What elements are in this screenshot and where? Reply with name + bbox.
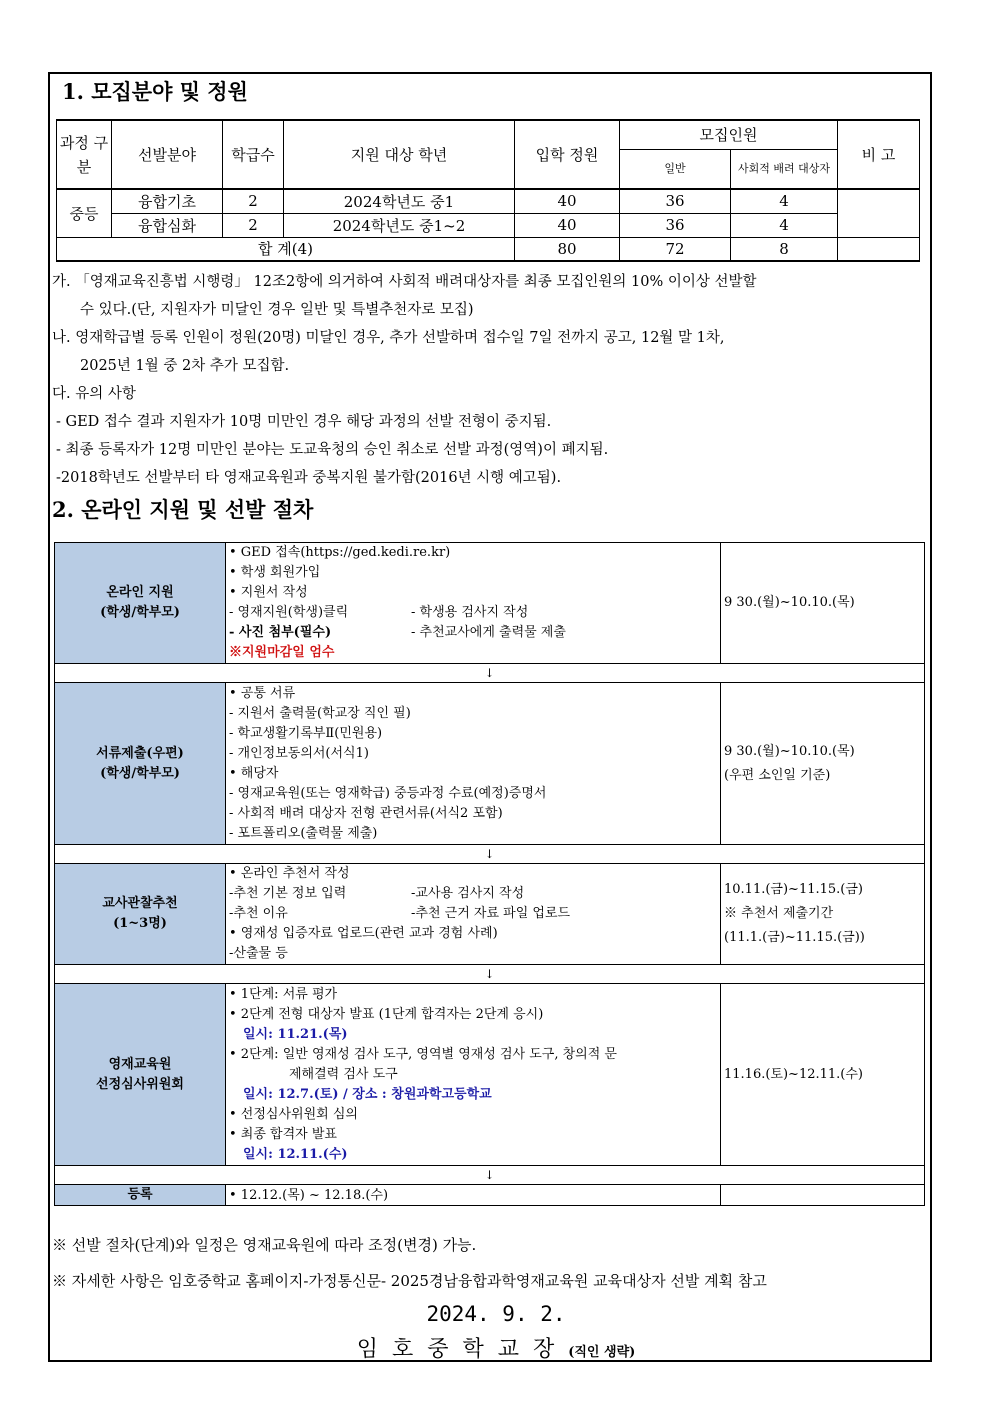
total-remark xyxy=(838,237,920,261)
header-recruit: 모집인원 xyxy=(620,120,838,149)
note-da-3: -2018학년도 선발부터 타 영재교육원과 중복지원 불가함(2016년 시행 예고됨). xyxy=(56,470,562,486)
teacher-line-2a: -추천 기본 정보 입력 xyxy=(229,886,347,901)
note-da-2: - 최종 등록자가 12명 미만인 분야는 도교육청의 승인 취소로 선발 과정(영역)이 폐지됨. xyxy=(56,442,609,458)
docs-date-2: (우편 소인일 기준) xyxy=(724,767,831,783)
teacher-line-5: -산출물 등 xyxy=(229,946,288,961)
docs-date-1: 9 30.(월)~10.10.(목) xyxy=(724,743,855,759)
header-quota: 입학 정원 xyxy=(515,120,620,189)
docs-line-2: - 지원서 출력물(학교장 직인 필) xyxy=(229,705,411,721)
row1-classes: 2 xyxy=(223,189,284,213)
step-teacher-label-1: 교사관찰추천 xyxy=(102,896,178,911)
step-teacher-date xyxy=(721,864,925,965)
step-docs-label-1: 서류제출(우편) xyxy=(96,745,184,761)
step-register-desc: • 12.12.(목) ~ 12.18.(수) xyxy=(226,1185,721,1206)
footer-note-1: ※ 선발 절차(단계)와 일정은 영재교육원에 따라 조정(변경) 가능. xyxy=(52,1236,477,1254)
teacher-line-1: • 온라인 추천서 작성 xyxy=(229,866,350,881)
committee-line-3: 일시: 11.21.(목) xyxy=(243,1026,348,1042)
total-label: 합 계(4) xyxy=(57,237,515,261)
online-line-5b: - 추천교사에게 출력물 제출 xyxy=(411,625,566,640)
step-online-desc xyxy=(226,543,721,664)
committee-line-4: • 2단계: 일반 영재성 검사 도구, 영역별 영재성 검사 도구, 창의적 문 xyxy=(229,1046,617,1062)
row2-classes: 2 xyxy=(223,213,284,237)
step-committee-label-1: 영재교육원 xyxy=(108,1056,172,1072)
row1-social: 4 xyxy=(731,189,838,213)
notes xyxy=(52,268,932,492)
header-target: 지원 대상 학년 xyxy=(284,120,515,189)
committee-line-7: • 선정심사위원회 심의 xyxy=(229,1106,358,1122)
note-na-2: 2025년 1월 중 2차 추가 모집함. xyxy=(80,358,290,374)
teacher-line-4: • 영재성 입증자료 업로드(관련 교과 경험 사례) xyxy=(229,926,498,941)
note-ga-1: 가. 「영재교육진흥법 시행령」 12조2항에 의거하여 사회적 배려대상자를 최종 모집인원의 10% 이이상 선발할 xyxy=(52,274,757,290)
header-general: 일반 xyxy=(620,149,731,189)
docs-line-6: - 영재교육원(또는 영재학급) 중등과정 수료(예정)증명서 xyxy=(229,785,547,801)
row1-general: 36 xyxy=(620,189,731,213)
committee-line-2: • 2단계 전형 대상자 발표 (1단계 합격자는 2단계 응시) xyxy=(229,1006,544,1022)
step-online-label-2: (학생/학부모) xyxy=(100,605,180,620)
total-general: 72 xyxy=(620,237,731,261)
remark-cell xyxy=(838,189,920,237)
teacher-line-2 xyxy=(229,884,717,904)
online-line-5a: - 사진 첨부(필수) xyxy=(229,625,332,640)
step-register-label: 등록 xyxy=(55,1185,226,1206)
online-line-1: • GED 접속(https://ged.kedi.re.kr) xyxy=(229,545,451,560)
step-teacher-label-2: (1~3명) xyxy=(113,916,167,931)
row1-field: 융합기초 xyxy=(112,189,223,213)
section1-title: 1. 모집분야 및 정원 xyxy=(62,79,248,104)
step-docs-label-2: (학생/학부모) xyxy=(100,765,180,781)
step-docs-label xyxy=(55,683,226,845)
teacher-date-3: (11.1.(금)~11.15.(금)) xyxy=(724,930,865,945)
step-committee-label-2: 선정심사위원회 xyxy=(96,1076,184,1092)
committee-line-9: 일시: 12.11.(수) xyxy=(243,1146,348,1162)
arrow-3: ↓ xyxy=(55,965,925,984)
header-remark: 비 고 xyxy=(838,120,920,189)
step-docs-desc xyxy=(226,683,721,845)
online-line-4a: - 영재지원(학생)클릭 xyxy=(229,605,349,620)
note-na-1: 나. 영재학급별 등록 인원이 정원(20명) 미달인 경우, 추가 선발하며 접수일 7일 전까지 공고, 12월 말 1차, xyxy=(52,330,725,346)
footer-note-2: ※ 자세한 사항은 임호중학교 홈페이지-가정통신문- 2025경남융합과학영재교육원 교육대상자 선발 계획 참고 xyxy=(52,1272,767,1290)
header-course: 과정 구분 xyxy=(57,120,112,189)
arrow-1: ↓ xyxy=(55,664,925,683)
seal-note: (직인 생략) xyxy=(568,1345,636,1360)
step-online-date: 9 30.(월)~10.10.(목) xyxy=(721,543,925,664)
row2-quota: 40 xyxy=(515,213,620,237)
online-line-3: • 지원서 작성 xyxy=(229,585,308,600)
school-principal: 임호중학교장 xyxy=(356,1337,569,1362)
step-register-date xyxy=(721,1185,925,1206)
header-social: 사회적 배려 대상자 xyxy=(731,149,838,189)
row2-field: 융합심화 xyxy=(112,213,223,237)
row1-quota: 40 xyxy=(515,189,620,213)
committee-line-8: • 최종 합격자 발표 xyxy=(229,1126,337,1142)
note-da: 다. 유의 사항 xyxy=(52,386,136,402)
issue-date: 2024. 9. 2. xyxy=(426,1302,566,1326)
section2-title: 2. 온라인 지원 및 선발 절차 xyxy=(52,497,314,522)
online-line-4b: - 학생용 검사지 작성 xyxy=(411,605,529,620)
online-line-2: • 학생 회원가입 xyxy=(229,565,321,580)
header-classes: 학급수 xyxy=(223,120,284,189)
docs-line-3: - 학교생활기록부Ⅱ(민원용) xyxy=(229,725,383,741)
docs-line-7: - 사회적 배려 대상자 전형 관련서류(서식2 포함) xyxy=(229,805,503,821)
step-online-label xyxy=(55,543,226,664)
step-teacher-desc xyxy=(226,864,721,965)
step-online-label-1: 온라인 지원 xyxy=(106,585,174,600)
note-da-1: - GED 접수 결과 지원자가 10명 미만인 경우 해당 과정의 선발 전형이 중지됨. xyxy=(56,414,552,430)
level-cell: 중등 xyxy=(57,189,112,237)
docs-line-8: - 포트폴리오(출력물 제출) xyxy=(229,825,378,841)
step-committee-desc xyxy=(226,984,721,1166)
docs-line-1: • 공통 서류 xyxy=(229,685,296,701)
teacher-line-3 xyxy=(229,904,717,924)
row2-general: 36 xyxy=(620,213,731,237)
committee-line-1: • 1단계: 서류 평가 xyxy=(229,986,338,1002)
row1-target: 2024학년도 중1 xyxy=(284,189,515,213)
online-line-6: ※지원마감일 엄수 xyxy=(229,645,335,660)
note-ga-2: 수 있다.(단, 지원자가 미달인 경우 일반 및 특별추천자로 모집) xyxy=(80,302,474,318)
teacher-date-1: 10.11.(금)~11.15.(금) xyxy=(724,882,863,897)
signature xyxy=(0,1332,992,1363)
row2-social: 4 xyxy=(731,213,838,237)
teacher-date-2: ※ 추천서 제출기간 xyxy=(724,906,834,921)
teacher-line-2b: -교사용 검사지 작성 xyxy=(411,886,525,901)
row2-target: 2024학년도 중1~2 xyxy=(284,213,515,237)
total-social: 8 xyxy=(731,237,838,261)
committee-line-6: 일시: 12.7.(토) / 장소 : 창원과학고등학교 xyxy=(243,1086,492,1102)
committee-line-5: 제해결력 검사 도구 xyxy=(289,1066,398,1082)
quota-table xyxy=(56,119,920,262)
step-committee-label xyxy=(55,984,226,1166)
total-quota: 80 xyxy=(515,237,620,261)
online-line-5 xyxy=(229,623,717,643)
step-committee-date: 11.16.(토)~12.11.(수) xyxy=(721,984,925,1166)
teacher-line-3a: -추천 이유 xyxy=(229,906,288,921)
header-field: 선발분야 xyxy=(112,120,223,189)
online-line-4 xyxy=(229,603,717,623)
docs-line-4: - 개인정보동의서(서식1) xyxy=(229,745,369,761)
docs-line-5: • 해당자 xyxy=(229,765,279,781)
teacher-line-3b: -추천 근거 자료 파일 업로드 xyxy=(411,906,571,921)
arrow-2: ↓ xyxy=(55,845,925,864)
procedure-table xyxy=(54,542,925,1206)
step-teacher-label xyxy=(55,864,226,965)
arrow-4: ↓ xyxy=(55,1166,925,1185)
step-docs-date xyxy=(721,683,925,845)
